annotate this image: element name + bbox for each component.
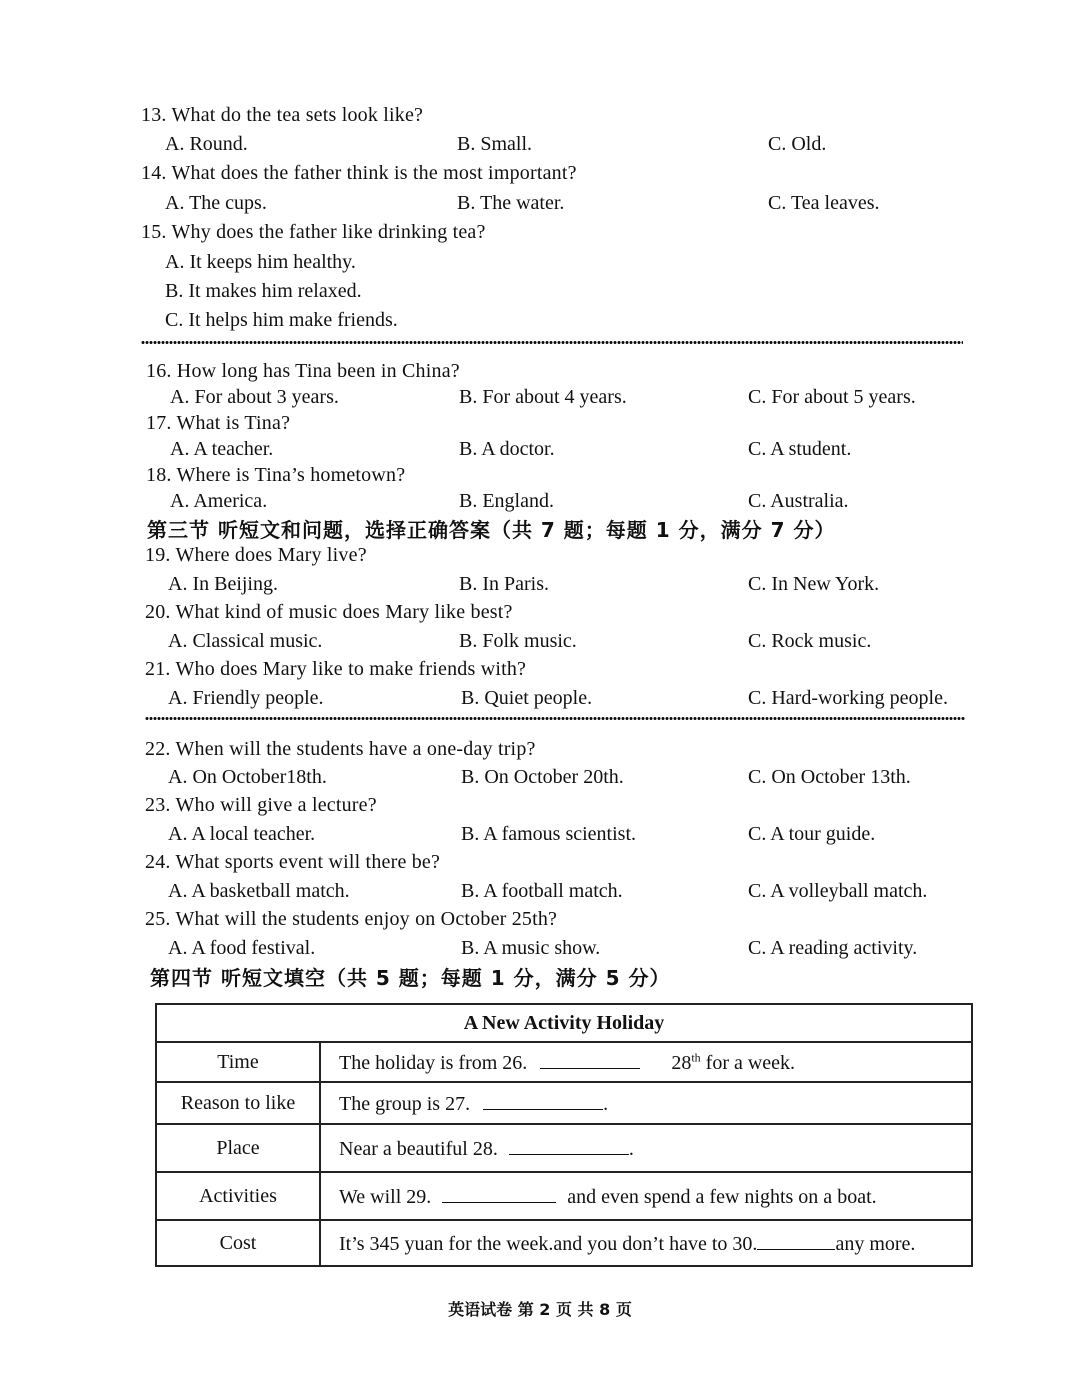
table-row [156, 1082, 972, 1124]
row-label: Time [156, 1042, 320, 1082]
row-text-after: . [603, 1092, 609, 1115]
row-label: Place [156, 1124, 320, 1172]
question-13: 13. What do the tea sets look like? [141, 104, 424, 126]
row-text-before: It’s 345 yuan for the week.and you don’t have to 30. [339, 1232, 758, 1255]
row-label: Activities [156, 1172, 320, 1220]
option-19c: C. In New York. [748, 573, 880, 595]
option-23a: A. A local teacher. [168, 823, 316, 845]
question-20: 20. What kind of music does Mary like best? [145, 601, 513, 623]
option-13c: C. Old. [768, 133, 827, 155]
row-content [320, 1172, 972, 1220]
option-20a: A. Classical music. [168, 630, 323, 652]
option-24c: C. A volleyball match. [748, 880, 928, 902]
question-21: 21. Who does Mary like to make friends with? [145, 658, 527, 680]
question-23: 23. Who will give a lecture? [145, 794, 377, 816]
table-row [156, 1172, 972, 1220]
table-row [156, 1042, 972, 1082]
question-17: 17. What is Tina? [146, 412, 291, 434]
row-content [320, 1082, 972, 1124]
answer-blank-27[interactable] [483, 1091, 603, 1110]
row-content [320, 1042, 972, 1082]
table-row [156, 1124, 972, 1172]
section-3-heading: 第三节 听短文和问题，选择正确答案（共 7 题；每题 1 分，满分 7 分） [147, 518, 836, 542]
answer-blank-28[interactable] [509, 1136, 629, 1155]
option-19a: A. In Beijing. [168, 573, 278, 595]
row-text-before: The group is 27. [339, 1092, 471, 1115]
row-content [320, 1220, 972, 1266]
option-22c: C. On October 13th. [748, 766, 911, 788]
table-title: A New Activity Holiday [156, 1004, 972, 1042]
option-25c: C. A reading activity. [748, 937, 918, 959]
option-25b: B. A music show. [461, 937, 601, 959]
dotted-separator [145, 716, 965, 721]
option-20b: B. Folk music. [459, 630, 577, 652]
option-15b: B. It makes him relaxed. [165, 280, 362, 302]
option-19b: B. In Paris. [459, 573, 549, 595]
option-23c: C. A tour guide. [748, 823, 876, 845]
question-15: 15. Why does the father like drinking tea? [141, 221, 486, 243]
answer-blank-29[interactable] [442, 1184, 556, 1203]
question-22: 22. When will the students have a one-day trip? [145, 738, 536, 760]
option-18b: B. England. [459, 490, 554, 512]
row-label: Reason to like [156, 1082, 320, 1124]
question-18: 18. Where is Tina’s hometown? [146, 464, 406, 486]
option-21b: B. Quiet people. [461, 687, 593, 709]
question-16: 16. How long has Tina been in China? [146, 360, 460, 382]
option-21a: A. Friendly people. [168, 687, 324, 709]
answer-blank-30[interactable] [757, 1231, 835, 1250]
option-14c: C. Tea leaves. [768, 192, 880, 214]
option-15a: A. It keeps him healthy. [165, 251, 356, 273]
page-footer: 英语试卷 第 2 页 共 8 页 [448, 1300, 632, 1319]
table-row [156, 1220, 972, 1266]
option-13a: A. Round. [165, 133, 248, 155]
option-16b: B. For about 4 years. [459, 386, 627, 408]
row-text-after: . [628, 1137, 634, 1160]
option-17b: B. A doctor. [459, 438, 555, 460]
row-label: Cost [156, 1220, 320, 1266]
option-22b: B. On October 20th. [461, 766, 624, 788]
holiday-table [155, 1003, 973, 1267]
row-text-after: any more. [835, 1232, 916, 1255]
question-19: 19. Where does Mary live? [145, 544, 367, 566]
option-15c: C. It helps him make friends. [165, 309, 398, 331]
option-13b: B. Small. [457, 133, 533, 155]
row-text-after: and even spend a few nights on a boat. [567, 1185, 877, 1208]
option-25a: A. A food festival. [168, 937, 316, 959]
option-16c: C. For about 5 years. [748, 386, 916, 408]
dotted-separator [141, 340, 963, 345]
question-25: 25. What will the students enjoy on October 25th? [145, 908, 558, 930]
option-14a: A. The cups. [165, 192, 267, 214]
section-4-heading: 第四节 听短文填空（共 5 题；每题 1 分，满分 5 分） [150, 966, 671, 990]
option-18a: A. America. [170, 490, 268, 512]
option-23b: B. A famous scientist. [461, 823, 636, 845]
option-14b: B. The water. [457, 192, 565, 214]
option-17c: C. A student. [748, 438, 852, 460]
question-14: 14. What does the father think is the most important? [141, 162, 577, 184]
option-21c: C. Hard-working people. [748, 687, 948, 709]
option-24b: B. A football match. [461, 880, 623, 902]
option-22a: A. On October18th. [168, 766, 327, 788]
question-24: 24. What sports event will there be? [145, 851, 441, 873]
row-text-before: We will 29. [339, 1185, 432, 1208]
row-text-before: Near a beautiful 28. [339, 1137, 498, 1160]
option-24a: A. A basketball match. [168, 880, 350, 902]
row-content [320, 1124, 972, 1172]
option-16a: A. For about 3 years. [170, 386, 339, 408]
answer-blank-26[interactable] [540, 1050, 640, 1069]
row-text-after: 28th for a week. [671, 1049, 796, 1074]
option-17a: A. A teacher. [170, 438, 274, 460]
row-text-before: The holiday is from 26. [339, 1051, 528, 1074]
option-20c: C. Rock music. [748, 630, 872, 652]
option-18c: C. Australia. [748, 490, 849, 512]
